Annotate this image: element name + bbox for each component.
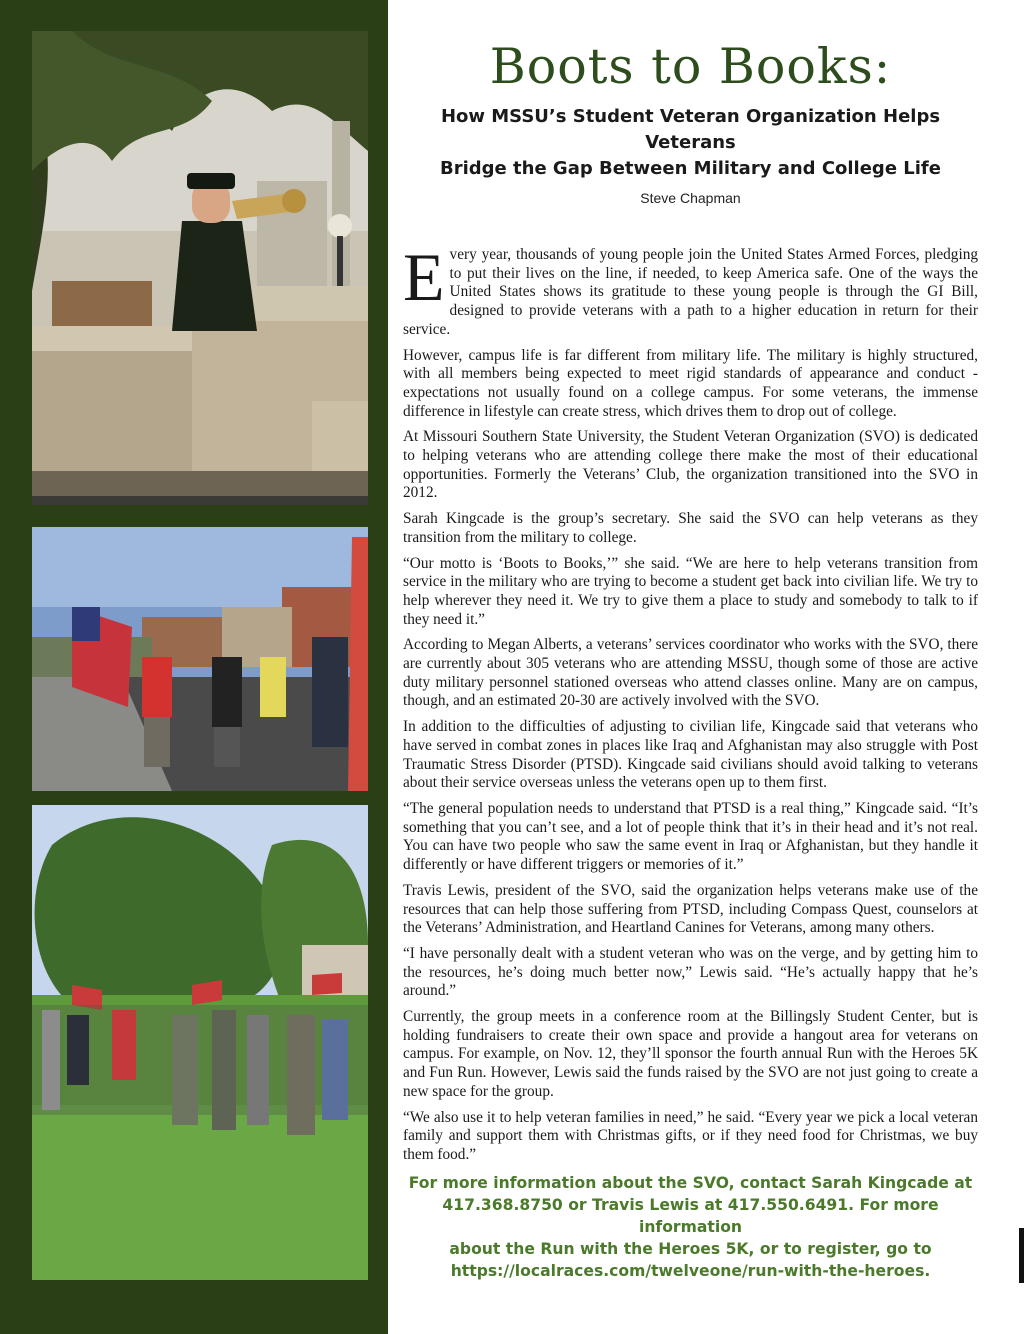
paragraph: At Missouri Southern State University, the Student Veteran Organization (SVO) is dedicated to helping veterans who are attending college there make the most of their educational opportunities. Formerly the Veterans’ Club, the organization transitioned into the SVO in 2012. (403, 428, 978, 502)
paragraph: “We also use it to help veteran families in need,” he said. “Every year we pick a local veteran family and support them with Christmas gifts, or if they need food for Christmas, we buy them food.” (403, 1108, 978, 1163)
contact-line: For more information about the SVO, contact Sarah Kingcade at (408, 1173, 973, 1192)
page-edge-mark (1019, 1228, 1024, 1283)
contact-info (403, 1172, 978, 1282)
article-subtitle (403, 104, 978, 182)
paragraph: Sarah Kingcade is the group’s secretary. She said the SVO can help veterans as they transition from the military to college. (403, 510, 978, 546)
article (403, 30, 978, 1282)
paragraph: Currently, the group meets in a conference room at the Billingsly Student Center, but is holding fundraisers to create their own space and provide a hangout area for veterans on campus. For example, on Nov. 12, they’ll sponsor the fourth annual Run with the Heroes 5K and Fun Run. However, Lewis said the funds raised by the SVO are not just going to create a new space for the group. (403, 1008, 978, 1100)
photo-group-lawn (32, 805, 368, 1280)
subtitle-line: Bridge the Gap Between Military and College Life (440, 158, 941, 179)
paragraph: “Our motto is ‘Boots to Books,’” she said. “We are here to help veterans transition from service in the military who are trying to become a student get back into civilian life. We try to help wherever they need it. We try to give them a place to study and somebody to talk to if they need it.” (403, 554, 978, 628)
drop-cap: E (403, 239, 445, 315)
contact-line: about the Run with the Heroes 5K, or to register, go to (449, 1239, 932, 1258)
paragraph: According to Megan Alberts, a veterans’ services coordinator who works with the SVO, there are currently about 305 veterans who are attending MSSU, though some of those are active duty military personnel stationed overseas who attend classes online. Many are on campus, though, and an estimated 20-30 are actively involved with the SVO. (403, 636, 978, 710)
photo-parade (32, 527, 368, 791)
paragraph: In addition to the difficulties of adjusting to civilian life, Kingcade said that veterans who have served in combat zones in places like Iraq and Afghanistan may also struggle with Post Traumatic Stress Disorder (PTSD). Kingcade said civilians should avoid talking to veterans about their service overseas unless the veterans open up to them first. (403, 718, 978, 792)
paragraph: “I have personally dealt with a student veteran who was on the verge, and by getting him to the resources, he’s doing much better now,” Lewis said. “He’s actually happy that he’s around.” (403, 944, 978, 1000)
paragraph (403, 239, 978, 340)
paragraph-text: very year, thousands of young people join the United States Armed Forces, pledging to put their lives on the line, if needed, to keep America safe. One of the ways the United States shows its gratitude to these young people is through the GI Bill, designed to provide veterans with a path to a higher education in return for their service. (403, 246, 978, 338)
article-title: Boots to Books: (489, 38, 892, 95)
subtitle-line: How MSSU’s Student Veteran Organization Helps Veterans (440, 106, 941, 153)
photo-bugler (32, 31, 368, 505)
contact-link[interactable]: https://localraces.com/twelveone/run-with-the-heroes. (450, 1261, 931, 1280)
paragraph: Travis Lewis, president of the SVO, said the organization helps veterans make use of the resources that can help those suffering from PTSD, including Compass Quest, counselors at the Veterans’ Administration, and Heartland Canines for Veterans, among many others. (403, 881, 978, 937)
byline: Steve Chapman (640, 190, 741, 206)
article-body (403, 239, 978, 1165)
paragraph: However, campus life is far different from military life. The military is highly structured, with all members being expected to meet rigid standards of appearance and conduct - expectations not usually found on a college campus. For some veterans, the immense difference in lifestyle can create stress, which drives them to drop out of college. (403, 346, 978, 420)
contact-line: 417.368.8750 or Travis Lewis at 417.550.6491. For more information (442, 1195, 939, 1236)
paragraph: “The general population needs to understand that PTSD is a real thing,” Kingcade said. “It’s something that you can’t see, and a lot of people think that it’s in their head and it’s not real. You can have two people who saw the same event in Iraq or Afghanistan, but they handle it differently or have different triggers or memories of it.” (403, 799, 978, 874)
